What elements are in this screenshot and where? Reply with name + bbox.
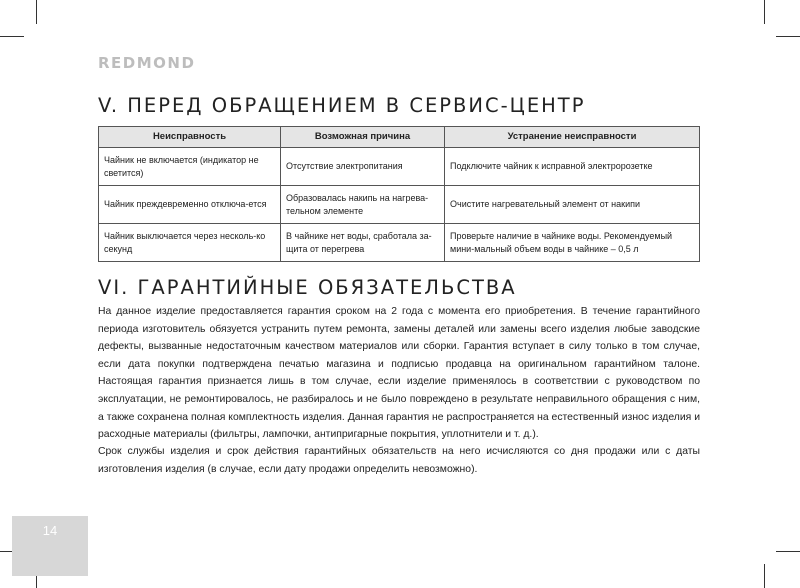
table-cell-fault: Чайник не включается (индикатор не светится): [99, 148, 281, 186]
table-cell-solution: Очистите нагревательный элемент от накипи: [445, 186, 700, 224]
table-cell-fault: Чайник преждевременно отключа-ется: [99, 186, 281, 224]
crop-mark: [764, 0, 765, 24]
table-cell-solution: Проверьте наличие в чайнике воды. Рекомендуемый мини-мальный объем воды в чайнике – 0,5 л: [445, 224, 700, 262]
page-number: 14: [42, 523, 58, 538]
crop-mark: [0, 36, 24, 37]
crop-mark: [764, 564, 765, 588]
column-header-fault: Неисправность: [99, 127, 281, 148]
page-number-box: [12, 516, 88, 576]
section-title-warranty: VI. ГАРАНТИЙНЫЕ ОБЯЗАТЕЛЬСТВА: [98, 276, 517, 299]
table-cell-cause: В чайнике нет воды, сработала за-щита от перегрева: [281, 224, 445, 262]
section-title-service: V. ПЕРЕД ОБРАЩЕНИЕМ В СЕРВИС-ЦЕНТР: [98, 94, 586, 117]
table-cell-solution: Подключите чайник к исправной электророзетке: [445, 148, 700, 186]
table-row: [99, 224, 700, 262]
service-life-paragraph: Срок службы изделия и срок действия гарантийных обязательств на него исчисляются со дня продажи или с даты изготовления изделия (в случае, если дату продажи определить невозможно).: [98, 446, 700, 475]
table-row: [99, 186, 700, 224]
crop-mark: [776, 36, 800, 37]
crop-mark: [36, 0, 37, 24]
column-header-cause: Возможная причина: [281, 127, 445, 148]
column-header-solution: Устранение неисправности: [445, 127, 700, 148]
brand-logo: REDMOND: [98, 54, 196, 72]
warranty-paragraph: На данное изделие предоставляется гарантия сроком на 2 года с момента его приобретения. В течение гарантийного периода изготовитель обязуется устранить путем ремонта, замены деталей или замены всего изделия любые заводские дефекты, вызванные недостаточным качеством материалов или сборки. Гарантия вступает в силу только в том случае, если дата покупки подтверждена печатью магазина и подписью продавца на оригинальном гарантийном талоне. Настоящая гарантия признается лишь в том случае, если изделие применялось в соответствии с руководством по эксплуатации, не ремонтировалось, не разбиралось и не было повреждено в результате неправильного обращения с ним, а также сохранена полная комплектность изделия. Данная гарантия не распространяется на естественный износ изделия и расходные материалы (фильтры, лампочки, антипригарные покрытия, уплотнители и т. д.).: [98, 306, 700, 441]
table-cell-cause: Образовалась накипь на нагрева-тельном элементе: [281, 186, 445, 224]
table-header-row: [99, 127, 700, 148]
table-cell-fault: Чайник выключается через несколь-ко секунд: [99, 224, 281, 262]
table-cell-cause: Отсутствие электропитания: [281, 148, 445, 186]
troubleshooting-table: [98, 126, 700, 262]
crop-mark: [776, 551, 800, 552]
table-row: [99, 148, 700, 186]
